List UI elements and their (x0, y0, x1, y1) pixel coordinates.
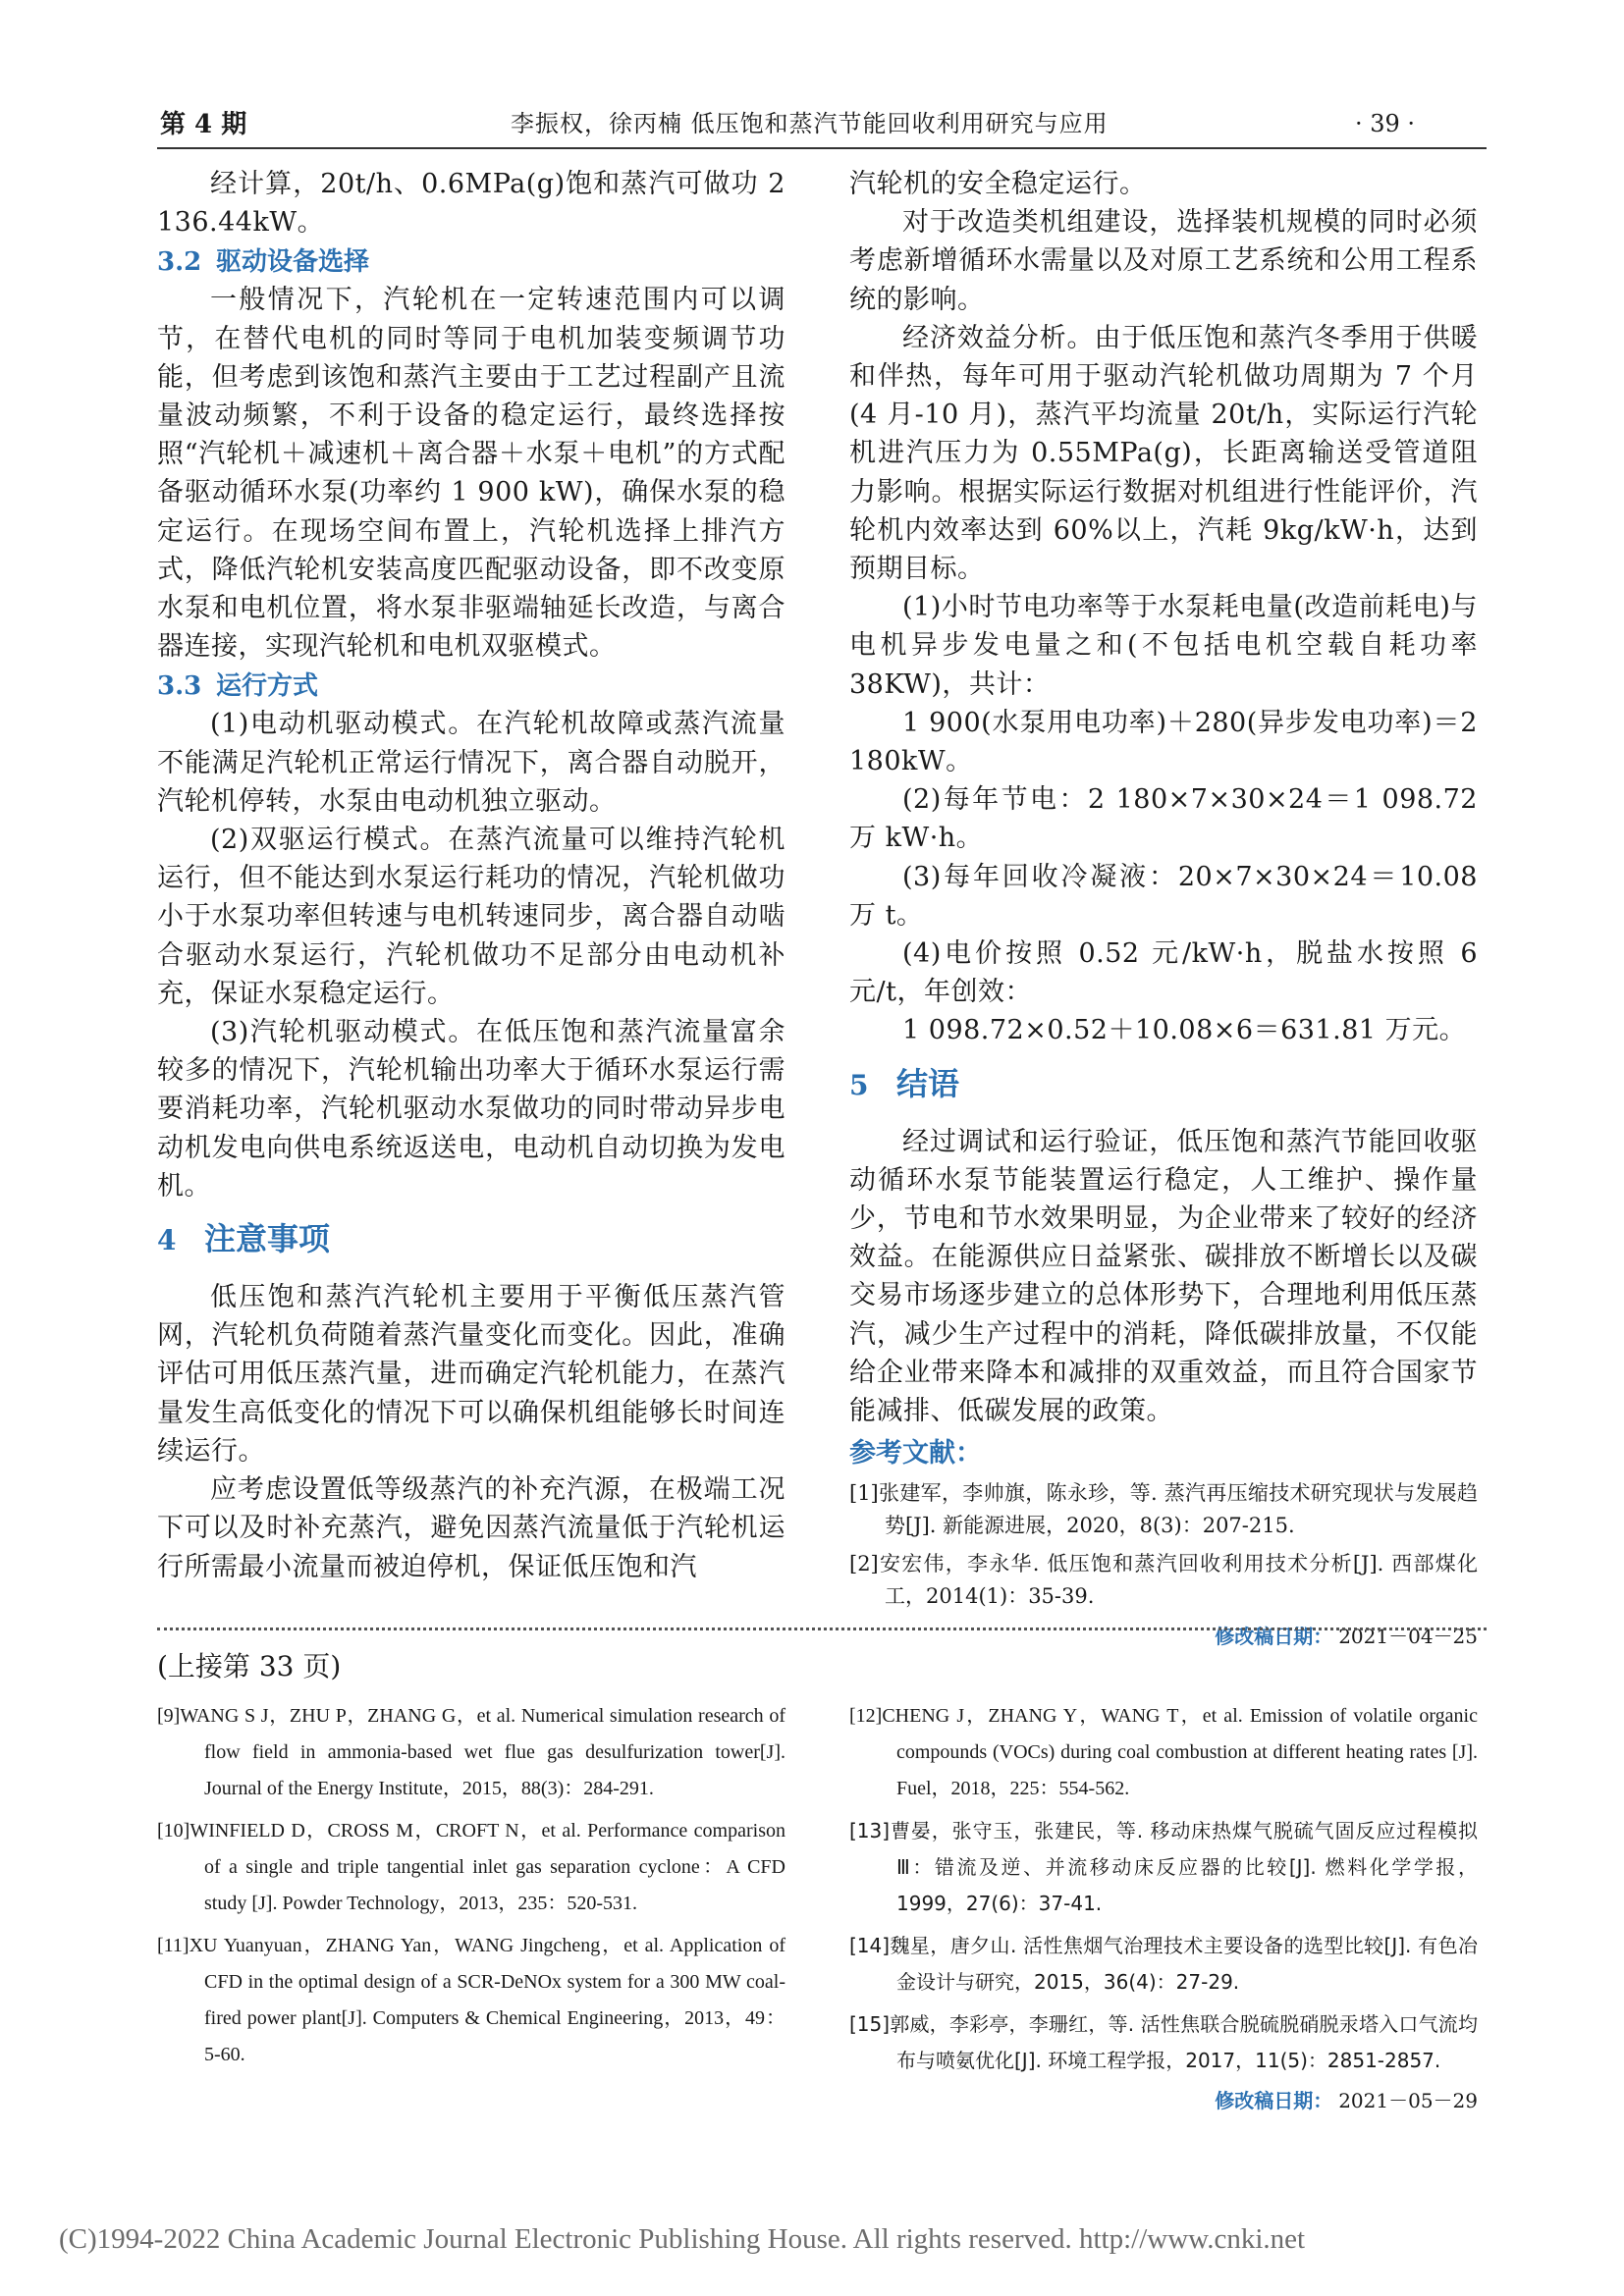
reference-item: [13]曹晏，张守玉，张建民，等. 移动床热煤气脱硫气固反应过程模拟Ⅲ：错流及逆、并流移动床反应器的比较[J]. 燃料化学学报，1999，27(6)：37-41. (849, 1819, 1478, 1915)
section-number: 5 (849, 1068, 869, 1101)
paragraph-conclusion: 经过调试和运行验证，低压饱和蒸汽节能回收驱动循环水泵节能装置运行稳定，人工维护、操作量少，节电和节水效果明显，为企业带来了较好的经济效益。在能源供应日益紧张、碳排放不断增长以及碳交易市场逐步建立的总体形势下，合理地利用低压蒸汽，减少生产过程中的消耗，降低碳排放量，不仅能给企业带来降本和减排的双重效益，而且符合国家节能减排、低碳发展的政策。 (849, 1126, 1478, 1427)
reference-item: [2]安宏伟，李永华. 低压饱和蒸汽回收利用技术分析[J]. 西部煤化工，2014(1)：35-39. (849, 1552, 1478, 1609)
paragraph-mode-2: (2)双驱运行模式。在蒸汽流量可以维持汽轮机运行，但不能达到水泵运行耗功的情况，汽轮机做功小于水泵功率但转速与电机转速同步，离合器自动啮合驱动水泵运行，汽轮机做功不足部分由电动机补充，保证水泵稳定运行。 (157, 825, 785, 1009)
paragraph-econ-4: (4)电价按照 0.52 元/kW·h，脱盐水按照 6 元/t，年创效： (849, 938, 1478, 1008)
references-heading: 参考文献： (849, 1438, 982, 1469)
section-heading-4 (157, 1217, 785, 1262)
paragraph-notes-2: 应考虑设置低等级蒸汽的补充汽源，在极端工况下可以及时补充蒸汽，避免因蒸汽流量低于汽轮机运行所需最小流量而被迫停机，保证低压饱和汽 (157, 1474, 785, 1582)
paragraph-econ-1-formula: 1 900(水泵用电功率)＋280(异步发电功率)＝2 180kW。 (849, 707, 1478, 777)
paragraph-continued: 汽轮机的安全稳定运行。 (849, 169, 1147, 199)
reference-item: [1]张建军，李帅旗，陈永珍，等. 蒸汽再压缩技术研究现状与发展趋势[J]. 新能源进展，2020，8(3)：207-215. (849, 1481, 1478, 1538)
section-number: 3.3 (157, 671, 202, 702)
copyright-footer: (C)1994-2022 China Academic Journal Electronic Publishing House. All rights reserved. http://www.cnki.net (59, 2223, 1306, 2255)
left-column (157, 165, 785, 1586)
section-divider (157, 1628, 1487, 1630)
paragraph-drive-selection: 一般情况下，汽轮机在一定转速范围内可以调节，在替代电机的同时等同于电机加装变频调节功能，但考虑到该饱和蒸汽主要由于工艺过程副产且流量波动频繁，不利于设备的稳定运行，最终选择按照“汽轮机＋减速机＋离合器＋水泵＋电机”的方式配备驱动循环水泵(功率约 1 900 kW)，确保水泵的稳定运行。在现场空间布置上，汽轮机选择上排汽方式，降低汽轮机安装高度匹配驱动设备，即不改变原水泵和电机位置，将水泵非驱端轴延长改造，与离合器连接，实现汽轮机和电机双驱模式。 (157, 285, 785, 663)
revision-date-label: 修改稿日期： (1215, 1625, 1333, 1649)
reference-item: [15]郭威，李彩亭，李珊红，等. 活性焦联合脱硫脱硝脱汞塔入口气流均布与喷氨优化[J]. 环境工程学报，2017，11(5)：2851-2857. (849, 2012, 1478, 2072)
continued-refs-right (849, 1698, 1478, 2113)
paragraph-mode-1: (1)电动机驱动模式。在汽轮机故障或蒸汽流量不能满足汽轮机正常运行情况下，离合器自动脱开，汽轮机停转，水泵由电动机独立驱动。 (157, 709, 785, 817)
paragraph-build: 对于改造类机组建设，选择装机规模的同时必须考虑新增循环水需量以及对原工艺系统和公用工程系统的影响。 (849, 207, 1478, 315)
running-title: 李振权，徐丙楠 低压饱和蒸汽节能回收利用研究与应用 (511, 110, 1109, 137)
revision-date-label: 修改稿日期： (1215, 2089, 1333, 2112)
paragraph-econ-4-formula: 1 098.72×0.52＋10.08×6＝631.81 万元。 (902, 1015, 1467, 1046)
section-number: 4 (157, 1224, 177, 1257)
section-heading-3-3 (157, 667, 785, 705)
paragraph-mode-3: (3)汽轮机驱动模式。在低压饱和蒸汽流量富余较多的情况下，汽轮机输出功率大于循环水泵运行需要消耗功率，汽轮机驱动水泵做功的同时带动异步电动机发电向供电系统返送电，电动机自动切换为发电机。 (157, 1017, 785, 1201)
section-number: 3.2 (157, 247, 202, 278)
reference-item: [14]魏星，唐夕山. 活性焦烟气治理技术主要设备的选型比较[J]. 有色冶金设计与研究，2015，36(4)：27-29. (849, 1934, 1478, 1994)
paragraph-calc: 经计算，20t/h、0.6MPa(g)饱和蒸汽可做功 2 136.44kW。 (157, 169, 785, 239)
section-title: 驱动设备选择 (216, 247, 370, 278)
paragraph-econ-2: (2)每年节电：2 180×7×30×24＝1 098.72 万 kW·h。 (849, 784, 1478, 854)
section-heading-5 (849, 1062, 1478, 1107)
revision-date (849, 1621, 1478, 1649)
revision-date-value: 2021－04－25 (1338, 1625, 1478, 1649)
header-rule (157, 147, 1487, 149)
revision-date (849, 2085, 1478, 2113)
continued-refs-left (157, 1698, 785, 2079)
reference-item: [11]XU Yuanyuan，ZHANG Yan，WANG Jingcheng，et al. Application of CFD in the optimal design of a SCR-DeNOx system for a 300 MW coal-fired power plant[J]. Computers & Chemical Engineering，2013，49：5-60. (157, 1935, 785, 2065)
section-title: 注意事项 (204, 1220, 331, 1258)
reference-item: [10]WINFIELD D，CROSS M，CROFT N，et al. Performance comparison of a single and triple tangential inlet gas separation cyclone：A CFD study [J]. Powder Technology，2013，235：520-531. (157, 1820, 785, 1914)
paragraph-notes-1: 低压饱和蒸汽汽轮机主要用于平衡低压蒸汽管网，汽轮机负荷随着蒸汽量变化而变化。因此，准确评估可用低压蒸汽量，进而确定汽轮机能力，在蒸汽量发生高低变化的情况下可以确保机组能够长时间连续运行。 (157, 1282, 785, 1467)
reference-item: [12]CHENG J，ZHANG Y，WANG T，et al. Emission of volatile organic compounds (VOCs) during coal combustion at different heating rates [J]. Fuel，2018，225：554-562. (849, 1705, 1478, 1799)
page-number: · 39 · (1355, 110, 1416, 137)
continued-from-label: (上接第 33 页) (157, 1650, 342, 1682)
paragraph-econ-1: (1)小时节电功率等于水泵耗电量(改造前耗电)与电机异步发电量之和(不包括电机空载自耗功率 38KW)，共计： (849, 592, 1478, 700)
paragraph-econ-3: (3)每年回收冷凝液：20×7×30×24＝10.08 万 t。 (849, 861, 1478, 931)
section-heading-3-2 (157, 243, 785, 281)
section-title: 运行方式 (216, 671, 319, 702)
issue-label: 第 4 期 (160, 110, 247, 139)
reference-item: [9]WANG S J，ZHU P，ZHANG G，et al. Numerical simulation research of flow field in ammonia-based wet flue gas desulfurization tower[J]. Journal of the Energy Institute，2015，88(3)：284-291. (157, 1705, 785, 1799)
section-title: 结语 (896, 1064, 960, 1102)
paragraph-economics: 经济效益分析。由于低压饱和蒸汽冬季用于供暖和伴热，每年可用于驱动汽轮机做功周期为 7 个月(4 月-10 月)，蒸汽平均流量 20t/h，实际运行汽轮机进汽压力为 0.55MPa(g)，长距离输送受管道阻力影响。根据实际运行数据对机组进行性能评价，汽轮机内效率达到 60%以上，汽耗 9kg/kW·h，达到预期目标。 (849, 322, 1478, 585)
right-column (849, 165, 1478, 1649)
revision-date-value: 2021－05－29 (1338, 2089, 1478, 2112)
